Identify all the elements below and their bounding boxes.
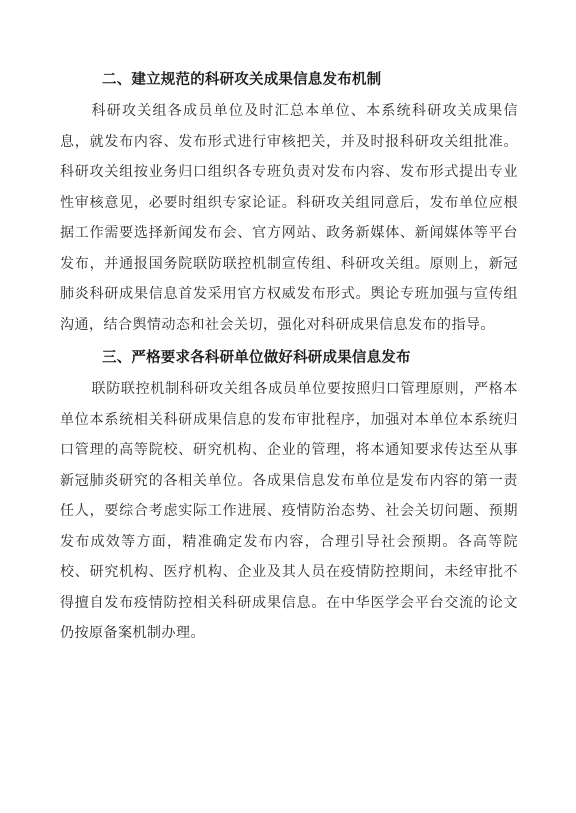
document-content <box>60 64 518 649</box>
section-2-paragraph: 科研攻关组各成员单位及时汇总本单位、本系统科研攻关成果信息，就发布内容、发布形式进行审核把关，并及时报科研攻关组批准。科研攻关组按业务归口组织各专班负责对发布内容、发布形式提出专业性审核意见，必要时组织专家论证。科研攻关组同意后，发布单位应根据工作需要选择新闻发布会、官方网站、政务新媒体、新闻媒体等平台发布，并通报国务院联防联控机制宣传组、科研攻关组。原则上，新冠肺炎科研成果信息首发采用官方权威发布形式。舆论专班加强与宣传组沟通，结合舆情动态和社会关切，强化对科研成果信息发布的指导。 <box>60 103 518 333</box>
section-3-heading: 三、严格要求各科研单位做好科研成果信息发布 <box>102 350 411 366</box>
section-2-heading: 二、建立规范的科研攻关成果信息发布机制 <box>102 72 382 88</box>
section-3-paragraph: 联防联控机制科研攻关组各成员单位要按照归口管理原则，严格本单位本系统相关科研成果信息的发布审批程序，加强对本单位本系统归口管理的高等院校、研究机构、企业的管理，将本通知要求传达至从事新冠肺炎研究的各相关单位。各成果信息发布单位是发布内容的第一责任人，要综合考虑实际工作进展、疫情防治态势、社会关切问题、预期发布成效等方面，精准确定发布内容，合理引导社会预期。各高等院校、研究机构、医疗机构、企业及其人员在疫情防控期间，未经审批不得擅自发布疫情防控相关科研成果信息。在中华医学会平台交流的论文仍按原备案机制办理。 <box>60 381 518 641</box>
